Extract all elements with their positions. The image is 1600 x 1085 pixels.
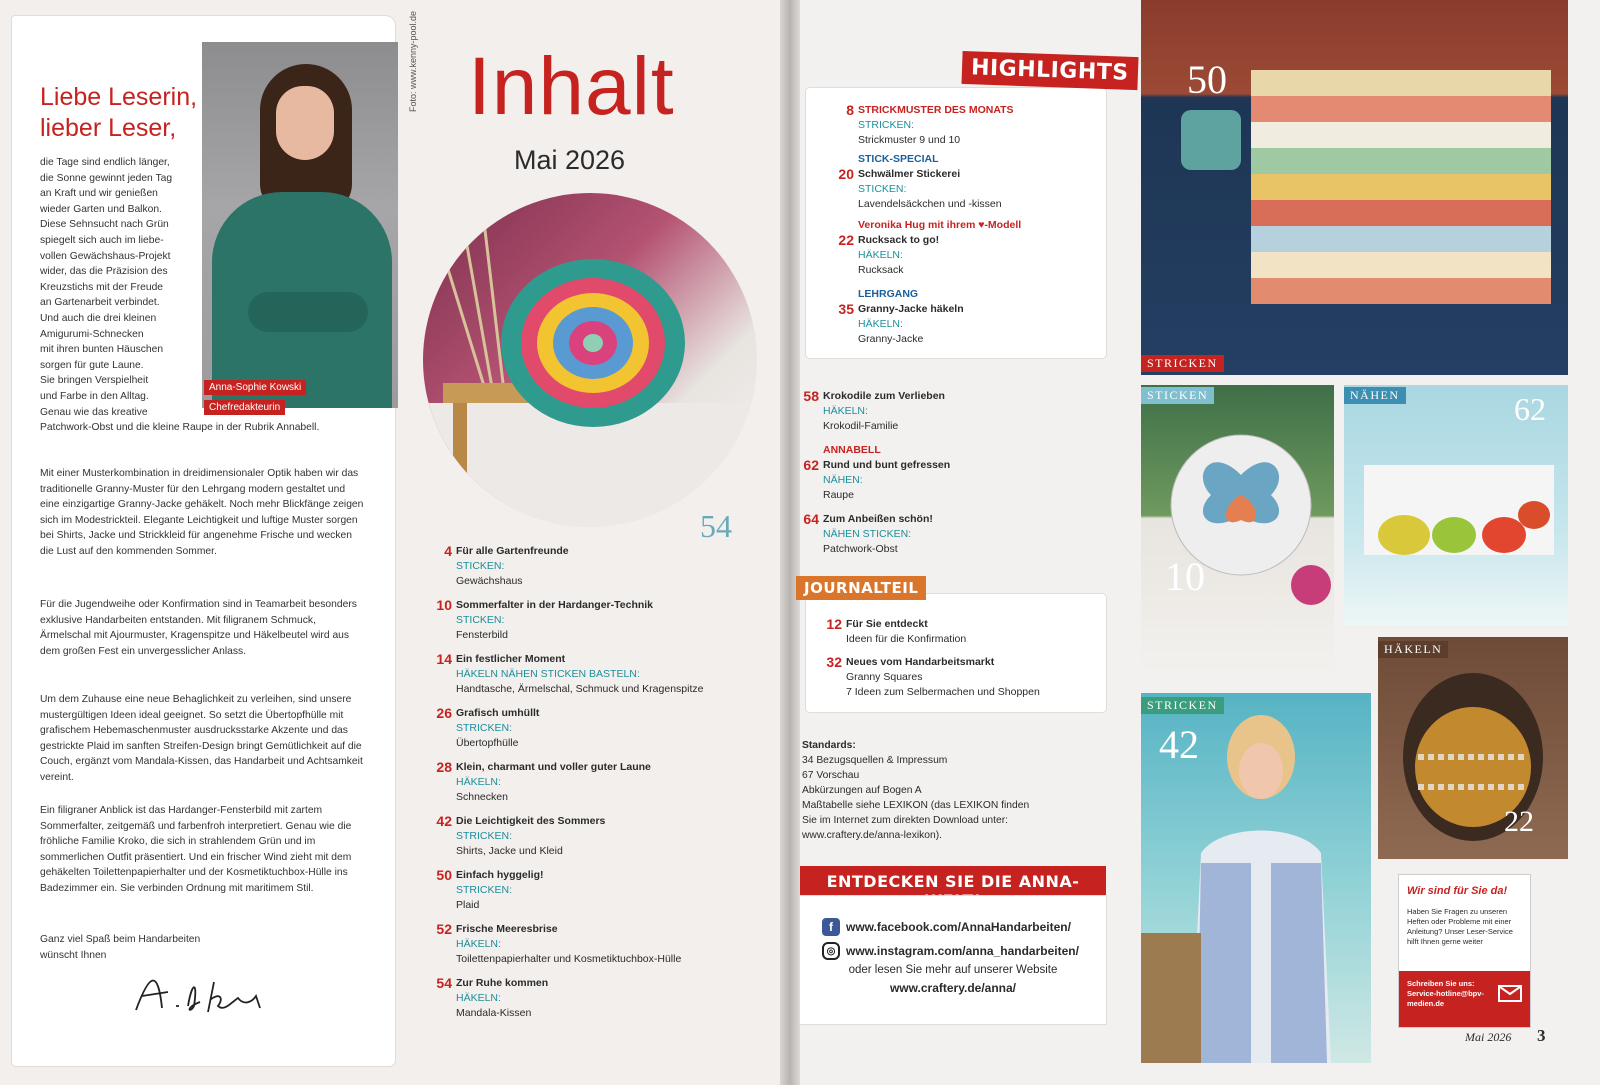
service-contact[interactable]: Schreiben Sie uns: Service-hotline@bpv-medien.de bbox=[1407, 979, 1484, 1008]
editorial-intro-line: an Gartenarbeit verbindet. bbox=[40, 297, 160, 309]
more-entry-page: 64 bbox=[803, 511, 819, 527]
editorial-paragraph-2: Mit einer Musterkombination in dreidimensionaler Optik haben wir das traditionelle Granny-Muster für den Lehrgang modern gestaltet und eine einzigartige Granny-Jacke gehäkelt. Noch mehr Blickfänge zeigen sich im Modestrickteil. Elegante Leichtigkeit und luftige Muster sorgen bei Shirts, Jacke und Strickkleid für angenehme Frische und wecken die Lust auf den kommenden Sommer. bbox=[40, 468, 364, 557]
instagram-icon: ◎ bbox=[822, 942, 840, 960]
contents-entry-page: 54 bbox=[436, 975, 452, 991]
more-entry-technique: NÄHEN: bbox=[823, 474, 863, 486]
contents-entry-title: Sommerfalter in der Hardanger-Technik bbox=[456, 599, 654, 611]
photo-butterfly-page: 10 bbox=[1165, 554, 1205, 599]
photo-arms bbox=[248, 292, 368, 332]
highlight-entry-page: 20 bbox=[838, 166, 854, 182]
editorial-intro-line: vollen Gewächshaus-Projekt bbox=[40, 250, 171, 262]
contents-entry-page: 10 bbox=[436, 597, 452, 613]
highlight-entry bbox=[832, 103, 1102, 153]
footer-issue: Mai 2026 bbox=[1465, 1030, 1512, 1044]
contents-entry-technique: STRICKEN: bbox=[456, 722, 513, 734]
standards-line: www.craftery.de/anna-lexikon). bbox=[802, 830, 943, 841]
more-entry-technique: NÄHEN STICKEN: bbox=[823, 528, 912, 540]
contents-entry-title: Frische Meeresbrise bbox=[456, 923, 558, 935]
website-link[interactable]: www.craftery.de/anna/ bbox=[889, 981, 1017, 995]
contents-entry-technique: HÄKELN: bbox=[456, 776, 501, 788]
highlight-entry-technique: STRICKEN: bbox=[858, 119, 915, 131]
highlight-entry-technique: STICKEN: bbox=[858, 183, 907, 195]
caption-name: Anna-Sophie Kowski bbox=[204, 380, 306, 395]
highlight-entry-title: Granny-Jacke häkeln bbox=[858, 303, 964, 315]
editorial-intro-line: Und auch die drei kleinen bbox=[40, 312, 157, 324]
contents-entry bbox=[430, 814, 770, 864]
editor-photo bbox=[202, 42, 398, 408]
highlight-entry-page: 22 bbox=[838, 232, 854, 248]
highlights-label: HIGHLIGHTS bbox=[961, 51, 1138, 90]
editorial-intro-line: Genau wie das kreative bbox=[40, 406, 148, 418]
standards-line: Maßtabelle siehe LEXIKON (das LEXIKON finden bbox=[802, 800, 1030, 811]
highlight-entry-subject: Rucksack bbox=[858, 264, 904, 276]
editorial-intro-line: und Farbe in den Alltag. bbox=[40, 390, 149, 402]
editorial-intro-line: wider, das die Präzision des bbox=[40, 266, 168, 278]
highlight-entry-title: Schwälmer Stickerei bbox=[858, 168, 961, 180]
journal-entry-subject: Ideen für die Konfirmation bbox=[846, 633, 967, 645]
photo-backpack-page: 22 bbox=[1504, 805, 1534, 838]
more-entry-page: 62 bbox=[803, 457, 819, 473]
contents-entry bbox=[430, 976, 770, 1026]
contents-entry-page: 42 bbox=[436, 813, 452, 829]
more-entry-technique: HÄKELN: bbox=[823, 405, 868, 417]
service-title: Wir sind für Sie da! bbox=[1407, 885, 1508, 897]
contents-entry-title: Ein festlicher Moment bbox=[456, 653, 566, 665]
signature-image bbox=[128, 962, 278, 1022]
contents-entry-page: 4 bbox=[444, 543, 452, 559]
standards-label: Standards: bbox=[802, 740, 856, 751]
contents-entry-title: Die Leichtigkeit des Sommers bbox=[456, 815, 606, 827]
highlight-entry-special: STICK-SPECIAL bbox=[858, 153, 939, 165]
editorial-intro-line: an Kraft und wir genießen bbox=[40, 188, 158, 200]
more-entry-title: Zum Anbeißen schön! bbox=[823, 513, 933, 525]
photo-plaid-page: 50 bbox=[1187, 57, 1227, 102]
editorial-intro-line: Amigurumi-Schnecken bbox=[40, 328, 144, 340]
contents-entry bbox=[430, 544, 770, 594]
highlight-entry-subject: Lavendelsäckchen und -kissen bbox=[858, 198, 1002, 210]
butterfly-illustration bbox=[1141, 385, 1334, 675]
contents-entry-subject: Fensterbild bbox=[456, 629, 508, 641]
contents-entry-title: Einfach hyggelig! bbox=[456, 869, 544, 881]
contents-entry bbox=[430, 868, 770, 918]
photo-butterfly-tag: STICKEN bbox=[1141, 387, 1214, 404]
contents-title: Inhalt bbox=[468, 41, 675, 132]
more-entry-special: ANNABELL bbox=[823, 444, 881, 456]
highlight-entry bbox=[832, 288, 1102, 352]
highlight-entry-special: LEHRGANG bbox=[858, 288, 919, 300]
contents-entry-technique: STICKEN: bbox=[456, 614, 505, 626]
closing-line-1: Ganz viel Spaß beim Handarbeiten bbox=[40, 934, 201, 945]
instagram-link[interactable]: www.instagram.com/anna_handarbeiten/ bbox=[846, 944, 1079, 958]
anna-welt-banner: ENTDECKEN SIE DIE ANNA- bbox=[800, 866, 1106, 916]
cover-page-number: 54 bbox=[700, 508, 732, 544]
contents-entry-page: 14 bbox=[436, 651, 452, 667]
more-entry-subject: Krokodil-Familie bbox=[823, 420, 899, 432]
website-intro: oder lesen Sie mehr auf unserer Website bbox=[848, 964, 1058, 976]
footer-page-number: 3 bbox=[1537, 1026, 1546, 1045]
contents-entry-page: 28 bbox=[436, 759, 452, 775]
mail-icon bbox=[1498, 985, 1522, 1002]
facebook-row[interactable] bbox=[822, 918, 1071, 936]
contents-entry-page: 26 bbox=[436, 705, 452, 721]
contents-entry bbox=[430, 760, 770, 810]
editorial-intro-line: wieder Garten und Balkon. bbox=[40, 203, 162, 215]
photo-butterfly bbox=[1141, 385, 1334, 675]
highlight-entry-title: STRICKMUSTER DES MONATS bbox=[858, 104, 1014, 116]
journal-entry-title: Für Sie entdeckt bbox=[846, 618, 928, 630]
editorial-intro-line: mit ihren bunten Häuschen bbox=[40, 344, 164, 356]
service-body: Haben Sie Fragen zu unseren Heften oder Probleme mit einer Anleitung? Unser Leser-Service hilft Ihnen gerne weiter bbox=[1407, 907, 1513, 946]
highlight-entry-page: 35 bbox=[838, 301, 854, 317]
highlight-entry bbox=[832, 153, 1102, 217]
contents-entry bbox=[430, 652, 770, 702]
photo-credit: Foto: www.kenny-pool.de bbox=[408, 10, 418, 112]
photo-plaid-tag: STRICKEN bbox=[1141, 355, 1224, 372]
standards-lines bbox=[802, 753, 1029, 843]
greeting-line-2: lieber Leser, bbox=[40, 114, 177, 142]
contents-entry-title: Grafisch umhüllt bbox=[456, 707, 540, 719]
highlight-entry-special: Veronika Hug mit ihrem ♥-Modell bbox=[858, 219, 1022, 231]
more-entry bbox=[797, 389, 1097, 439]
journal-entry-subject-2: 7 Ideen zum Selbermachen und Shoppen bbox=[846, 686, 1040, 698]
reader-service-box bbox=[1398, 874, 1531, 1028]
contents-entry-technique: STICKEN: bbox=[456, 560, 505, 572]
contents-entry-title: Klein, charmant und voller guter Laune bbox=[456, 761, 651, 773]
journal-entry-page: 32 bbox=[826, 654, 842, 670]
mandala-pillow-illustration bbox=[423, 193, 757, 527]
editorial-intro-line: Diese Sehnsucht nach Grün bbox=[40, 219, 169, 231]
contents-entry-title: Zur Ruhe kommen bbox=[456, 977, 549, 989]
greeting-line-1: Liebe Leserin, bbox=[40, 83, 198, 111]
highlight-entry-technique: HÄKELN: bbox=[858, 249, 903, 261]
editorial-intro-line: Patchwork-Obst und die kleine Raupe in der Rubrik Annabell. bbox=[40, 422, 320, 434]
contents-entry-page: 52 bbox=[436, 921, 452, 937]
contents-entry bbox=[430, 922, 770, 972]
highlight-entry-page: 8 bbox=[846, 102, 854, 118]
highlight-entry-subject: Granny-Jacke bbox=[858, 333, 924, 345]
highlight-entry bbox=[832, 219, 1102, 283]
photo-caterpillar-tag: NÄHEN bbox=[1344, 387, 1406, 404]
editorial-intro-line: Sie bringen Verspielheit bbox=[40, 375, 149, 387]
journal-entry-page: 12 bbox=[826, 616, 842, 632]
highlight-entry-subject: Strickmuster 9 und 10 bbox=[858, 134, 961, 146]
standards-line: 67 Vorschau bbox=[802, 770, 860, 781]
photo-cardigan bbox=[1141, 693, 1371, 1063]
editorial-intro-line: die Sonne gewinnt jeden Tag bbox=[40, 172, 173, 184]
contents-entry bbox=[430, 598, 770, 648]
editorial-paragraph-3: Für die Jugendweihe oder Konfirmation sind in Teamarbeit besonders exklusive Handarbeiten entstanden. Mit filigranem Schmuck, Ärmelschal mit Ajourmuster, Kragenspitze und Häkelbeutel wird aus dem großen Fest ein unvergesslicher Anlass. bbox=[40, 599, 357, 657]
more-entry bbox=[797, 444, 1097, 508]
photo-backpack bbox=[1378, 637, 1568, 859]
caption-role: Chefredakteurin bbox=[204, 400, 285, 415]
contents-entry-title: Für alle Gartenfreunde bbox=[456, 545, 569, 557]
highlight-entry-technique: HÄKELN: bbox=[858, 318, 903, 330]
contents-entry-page: 50 bbox=[436, 867, 452, 883]
cover-photo-mandala bbox=[423, 193, 757, 527]
social-box bbox=[800, 896, 1106, 1024]
photo-caterpillar-page: 62 bbox=[1514, 391, 1546, 427]
issue-label: Mai 2026 bbox=[514, 145, 626, 175]
editorial-intro-line: Kreuzstichs mit der Freude bbox=[40, 281, 164, 293]
photo-caterpillar bbox=[1344, 385, 1568, 625]
standards-line: 34 Bezugsquellen & Impressum bbox=[802, 755, 948, 766]
photo-cardigan-tag: STRICKEN bbox=[1141, 697, 1224, 714]
instagram-row[interactable] bbox=[822, 942, 1079, 960]
editorial-intro-line: die Tage sind endlich länger, bbox=[40, 157, 170, 168]
contents-entry-subject: Übertopfhülle bbox=[456, 737, 519, 749]
highlight-entry-title: Rucksack to go! bbox=[858, 234, 940, 246]
contents-entry-subject: Toilettenpapierhalter und Kosmetiktuchbox-Hülle bbox=[456, 953, 682, 965]
facebook-link[interactable]: www.facebook.com/AnnaHandarbeiten/ bbox=[846, 920, 1071, 934]
more-entry bbox=[797, 512, 1097, 562]
backpack-illustration bbox=[1378, 637, 1568, 859]
greeting bbox=[40, 82, 197, 144]
contents-entry-subject: Schnecken bbox=[456, 791, 508, 803]
standards-line: Sie im Internet zum direkten Download unter: bbox=[802, 815, 1009, 826]
journal-label: JOURNALTEIL bbox=[796, 576, 926, 600]
more-entry-title: Krokodile zum Verlieben bbox=[823, 390, 945, 402]
contents-entry-subject: Shirts, Jacke und Kleid bbox=[456, 845, 563, 857]
editorial-paragraph-4: Um dem Zuhause eine neue Behaglichkeit zu verleihen, sind unsere mustergültigen Ideen ideal geeignet. So setzt die Übertopfhülle mit grafischem Hebemaschenmuster ausdrucksstarke Akzente und das gestrickte Plaid im sanften Streifen-Design bringt Gemütlichkeit auf die Couch, ergänzt vom Mandala-Kissen, das Handarbeit und Achtsamkeit vereint. bbox=[40, 694, 363, 783]
facebook-icon: f bbox=[822, 918, 840, 936]
journal-entry bbox=[820, 655, 1100, 705]
contents-entry bbox=[430, 706, 770, 756]
photo-backpack-tag: HÄKELN bbox=[1378, 641, 1448, 658]
contents-entry-technique: HÄKELN: bbox=[456, 938, 501, 950]
journal-entry-title: Neues vom Handarbeitsmarkt bbox=[846, 656, 995, 668]
contents-entry-technique: HÄKELN: bbox=[456, 992, 501, 1004]
more-entry-title: Rund und bunt gefressen bbox=[823, 459, 951, 471]
more-entry-subject: Patchwork-Obst bbox=[823, 543, 898, 555]
more-entry-subject: Raupe bbox=[823, 489, 854, 501]
contents-entry-technique: HÄKELN NÄHEN STICKEN BASTELN: bbox=[456, 668, 640, 680]
contents-entry-subject: Mandala-Kissen bbox=[456, 1007, 532, 1019]
contents-entry-subject: Handtasche, Ärmelschal, Schmuck und Kragenspitze bbox=[456, 683, 704, 695]
journal-entry-subject: Granny Squares bbox=[846, 671, 923, 683]
closing-line-2: wünscht Ihnen bbox=[40, 950, 107, 961]
standards-block bbox=[802, 738, 1029, 843]
contents-entry-technique: STRICKEN: bbox=[456, 884, 513, 896]
contents-entry-technique: STRICKEN: bbox=[456, 830, 513, 842]
editorial-intro-line: spiegelt sich auch im liebe- bbox=[40, 234, 164, 246]
editorial-paragraph-5: Ein filigraner Anblick ist das Hardanger-Fensterbild mit zartem Sommerfalter, zeitgemäß und farbenfroh interpretiert. Genau wie die fröhliche Familie Kroko, die sich in strahlendem Grün und im sommerlichen Outfit präsentiert. Und ein frischer Wind zieht mit dem gehäkelten Toilettenpapierhalter und der Kosmetiktuchbox-Hülle ins Badezimmer ein. Sie verbinden Ordnung mit maritimem Stil. bbox=[40, 805, 352, 894]
more-entry-page: 58 bbox=[803, 388, 819, 404]
editorial-intro-line: sorgen für gute Laune. bbox=[40, 359, 144, 371]
contents-entry-subject: Plaid bbox=[456, 899, 480, 911]
photo-plaid bbox=[1141, 0, 1568, 375]
photo-cardigan-page: 42 bbox=[1159, 722, 1199, 767]
photo-face bbox=[276, 86, 334, 160]
contents-entry-subject: Gewächshaus bbox=[456, 575, 523, 587]
standards-line: Abkürzungen auf Bogen A bbox=[802, 785, 922, 796]
